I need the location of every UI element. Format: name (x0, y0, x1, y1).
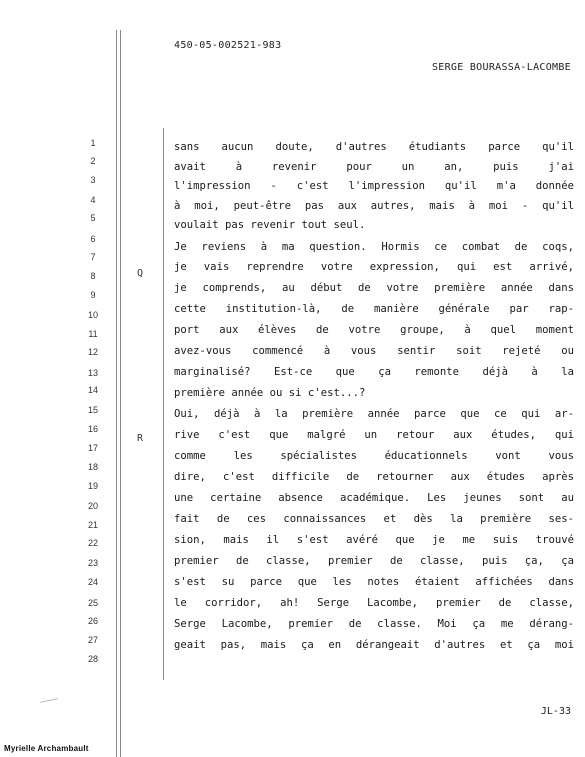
margin-mark (40, 698, 58, 703)
line-number: 5 (90, 213, 96, 223)
line-number: 11 (88, 329, 98, 339)
transcript-line: geait pas, mais ça en dérangeait d'autres et ça moi (174, 639, 574, 651)
transcript-line: voulait pas revenir tout seul. (174, 219, 366, 231)
line-number: 18 (87, 462, 98, 472)
line-number: 2 (90, 156, 96, 166)
line-number: 12 (87, 347, 98, 357)
line-number: 22 (87, 538, 98, 548)
line-number: 20 (87, 501, 98, 511)
line-number: 13 (87, 368, 98, 378)
witness-name: SERGE BOURASSA-LACOMBE (431, 62, 571, 73)
speaker-answer: R (136, 433, 144, 444)
transcript-line: je comprends, au début de votre première année dans (174, 282, 574, 294)
transcript-line: première année ou si c'est...? (174, 387, 366, 399)
transcript-line: avez-vous commencé à vous sentir soit rejeté ou (174, 345, 574, 357)
line-number: 3 (90, 175, 96, 185)
transcript-line: rive c'est que malgré un retour aux études, qui (174, 429, 574, 441)
line-number: 17 (87, 443, 98, 453)
transcript-line: port aux élèves de votre groupe, à quel moment (174, 324, 574, 336)
line-number: 8 (90, 271, 96, 281)
transcript-line: cette institution-là, de manière générale par rap- (174, 303, 574, 315)
transcript-line: comme les spécialistes éducationnels vont vous (174, 450, 574, 462)
margin-rule-left-2 (120, 30, 121, 757)
transcript-line: le corridor, ah! Serge Lacombe, premier de classe, (174, 597, 574, 609)
stenographer-signature: Myrielle Archambault (4, 744, 89, 753)
transcript-line: une certaine absence académique. Les jeunes sont au (174, 492, 574, 504)
line-number: 7 (90, 252, 96, 262)
margin-rule-left-1 (116, 30, 117, 757)
line-number: 28 (87, 654, 98, 664)
line-number: 9 (90, 290, 96, 300)
transcript-line: dire, c'est difficile de retourner aux études après (174, 471, 574, 483)
transcript-line: à moi, peut-être pas aux autres, mais à moi - qu'il (174, 200, 574, 212)
line-number: 15 (87, 405, 98, 415)
line-number: 26 (87, 616, 98, 626)
transcript-line: marginalisé? Est-ce que ça remonte déjà à la (174, 366, 574, 378)
line-number: 24 (87, 577, 98, 587)
line-number: 1 (90, 138, 96, 148)
line-number: 21 (87, 520, 98, 530)
transcript-line: Je reviens à ma question. Hormis ce combat de coqs, (174, 241, 574, 253)
transcript-line: je vais reprendre votre expression, qui est arrivé, (174, 261, 574, 273)
transcript-line: Serge Lacombe, premier de classe. Moi ça me dérang- (174, 618, 574, 630)
speaker-question: Q (136, 268, 144, 279)
text-margin-rule (163, 128, 164, 680)
transcript-line: s'est su parce que les notes étaient affichées dans (174, 576, 574, 588)
transcript-line: fait de ces connaissances et dès la première ses- (174, 513, 574, 525)
transcript-line: Oui, déjà à la première année parce que ce qui ar- (174, 408, 574, 420)
line-number: 23 (87, 558, 98, 568)
transcript-line: premier de classe, premier de classe, puis ça, ça (174, 555, 574, 567)
line-number: 10 (87, 310, 98, 320)
line-number: 4 (90, 195, 96, 205)
transcript-line: sans aucun doute, d'autres étudiants parce qu'il (174, 141, 574, 153)
line-number: 27 (87, 635, 98, 645)
line-number: 19 (87, 481, 98, 491)
page-code: JL-33 (540, 706, 571, 717)
line-number: 25 (87, 598, 98, 608)
line-number: 6 (90, 234, 96, 244)
line-number: 14 (87, 385, 98, 395)
line-number: 16 (87, 424, 98, 434)
transcript-line: avait à revenir pour un an, puis j'ai (174, 161, 574, 173)
transcript-line: l'impression - c'est l'impression qu'il m'a donnée (174, 180, 574, 192)
transcript-line: sion, mais il s'est avéré que je me suis trouvé (174, 534, 574, 546)
case-number: 450-05-002521-983 (174, 40, 282, 51)
